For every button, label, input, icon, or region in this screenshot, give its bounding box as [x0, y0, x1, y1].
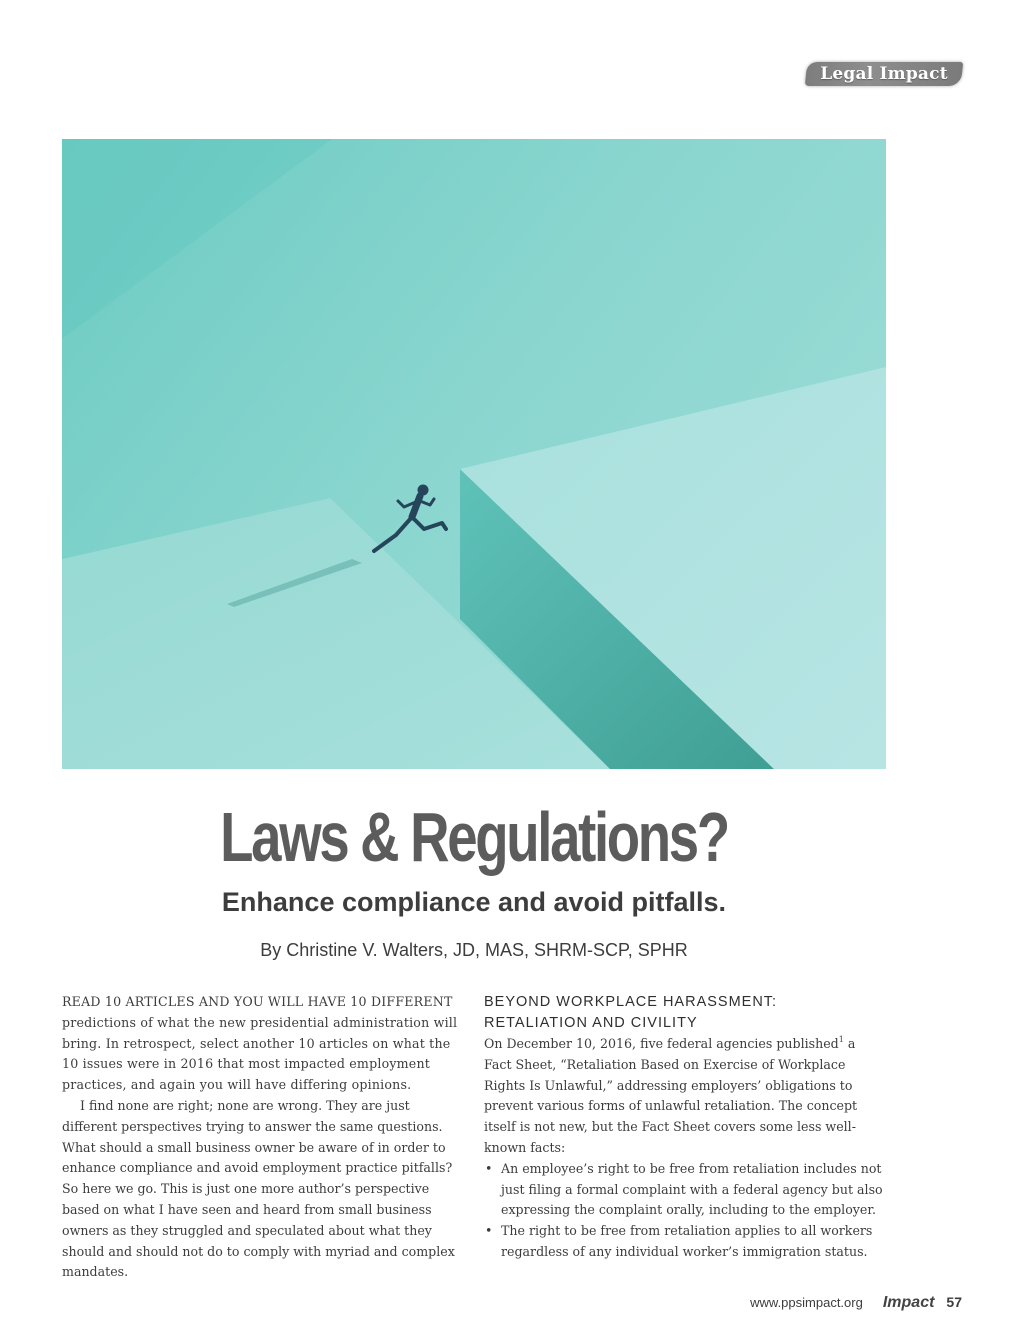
section-tag-label: Legal Impact: [820, 64, 948, 84]
article-subtitle: Enhance compliance and avoid pitfalls.: [221, 887, 727, 917]
website-url: www.ppsimpact.org: [750, 1295, 863, 1310]
article-title: Laws & Regulations?: [220, 798, 728, 876]
magazine-brand: Impact: [882, 1294, 935, 1311]
fact-sheet-paragraph: [484, 1034, 886, 1159]
article-byline: By Christine V. Walters, JD, MAS, SHRM-SCP, SPHR: [260, 940, 688, 960]
left-column: [62, 992, 468, 1283]
body-paragraph: I find none are right; none are wrong. They are just different perspectives trying to answer the same questions. What should a small business owner be aware of in order to enhance compliance and avoid employment practice pitfalls? So here we go. This is just one more author’s perspective based on what I have seen and heard from small business owners as they struggled and speculated about what they should and should not do to comply with myriad and complex mandates.: [62, 1097, 455, 1280]
intro-paragraph: READ 10 ARTICLES AND YOU WILL HAVE 10 DIFFERENT predictions of what the new presidential administration will bring. In retrospect, select another 10 articles on what the 10 issues were in 2016 that most impacted employment practices, and again you will have differing opinions.: [62, 994, 458, 1093]
paragraph-text-end: a Fact Sheet, “Retaliation Based on Exercise of Workplace Rights Is Unlawful,” addressing employers’ obligations to prevent various forms of unlawful retaliation. The concept itself is not new, but the Fact Sheet covers some less well-known facts:: [484, 1036, 858, 1155]
section-tag: [806, 58, 962, 90]
list-item: • An employee’s right to be free from retaliation includes not just filing a formal complaint with a federal agency but also expressing the complaint orally, including to the employer.: [484, 1159, 886, 1221]
list-item: • The right to be free from retaliation applies to all workers regardless of any individual worker’s immigration status.: [484, 1221, 886, 1263]
facts-list: [484, 1159, 886, 1263]
paragraph-text-start: On December 10, 2016, five federal agencies published: [484, 1036, 839, 1051]
right-column: [484, 992, 886, 1263]
page-number: 57: [946, 1294, 962, 1310]
footnote-marker: 1: [838, 1035, 844, 1044]
section-heading-line-2: RETALIATION AND CIVILITY: [484, 1015, 698, 1031]
page-footer: [750, 1294, 962, 1312]
section-heading-line-1: BEYOND WORKPLACE HARASSMENT:: [484, 994, 778, 1010]
hero-illustration: [62, 139, 886, 769]
